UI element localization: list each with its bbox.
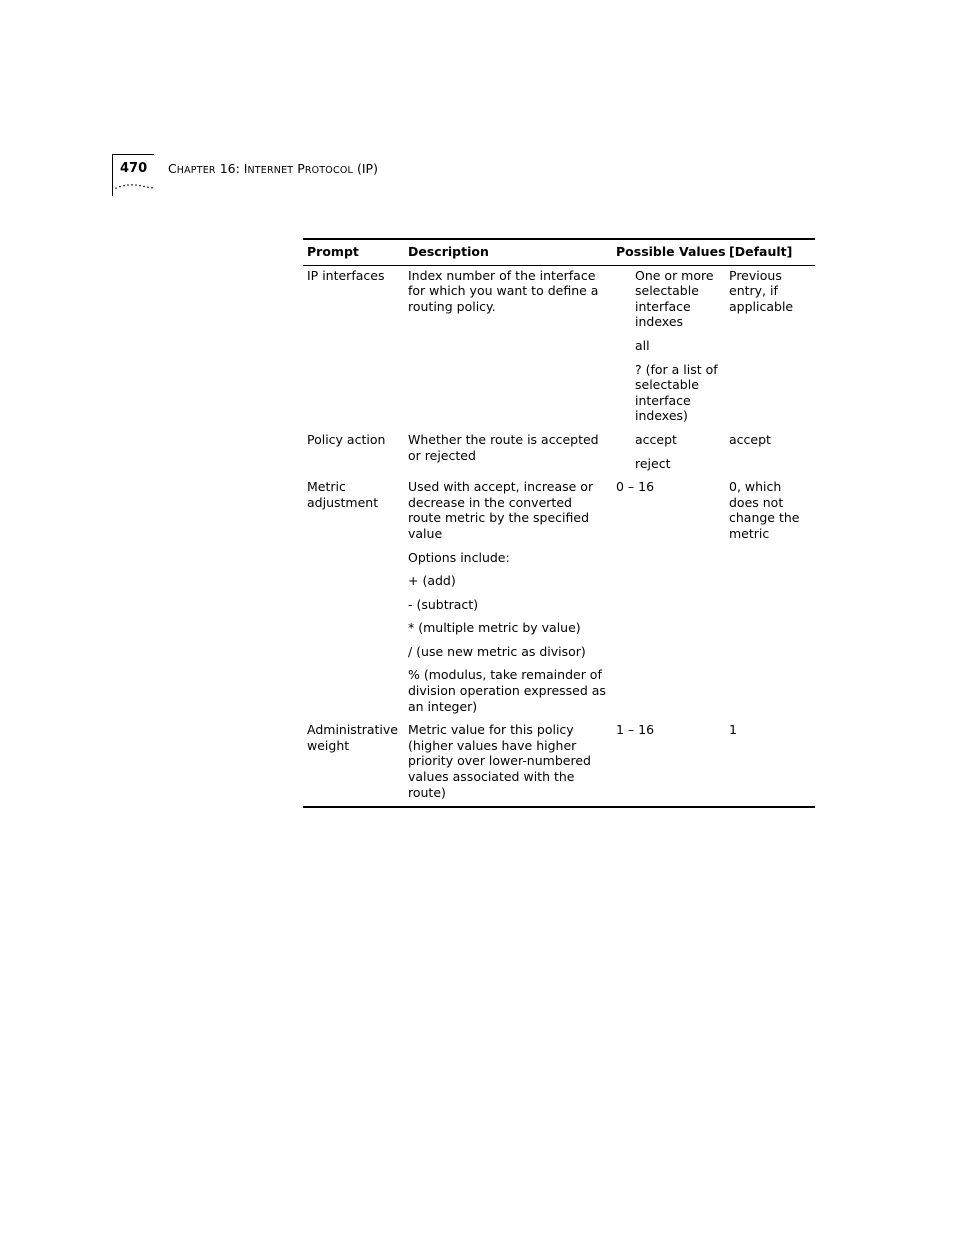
description-text: Metric value for this policy (higher values have higher priority over lower-numbered values associated with the route)	[408, 722, 591, 800]
description-option: + (add)	[408, 573, 456, 589]
table-header-row	[303, 239, 815, 265]
chapter-title-part: (IP)	[353, 161, 378, 176]
page-number: 470	[120, 161, 148, 176]
value-option: accept	[635, 431, 677, 447]
value-option: 1 – 16	[616, 722, 655, 738]
header-horizontal-rule	[112, 154, 154, 155]
description-option: / (use new metric as divisor)	[408, 643, 586, 659]
description-option: - (subtract)	[408, 596, 479, 612]
description-text: Used with accept, increase or decrease in the converted route metric by the specified value	[408, 479, 594, 541]
default-cell: 1	[725, 714, 815, 807]
value-option: 0 – 16	[616, 479, 655, 495]
chapter-title-part: NTERNET	[247, 165, 294, 176]
description-cell	[404, 265, 612, 424]
description-option: % (modulus, take remainder of division operation expressed as an integer)	[408, 667, 606, 714]
parameter-table-container	[303, 238, 815, 808]
prompt-cell: Policy action	[307, 431, 386, 447]
header-dotted-ornament	[114, 183, 156, 189]
values-cell	[612, 265, 725, 424]
column-header-default: [Default]	[725, 239, 815, 265]
table-row	[303, 471, 815, 714]
description-option: * (multiple metric by value)	[408, 620, 581, 636]
chapter-title-part: 16: I	[215, 161, 248, 176]
chapter-title-part: P	[293, 161, 305, 176]
default-cell: Previous entry, if applicable	[729, 267, 794, 314]
chapter-title-part: C	[168, 161, 177, 176]
prompt-cell: IP interfaces	[307, 267, 385, 283]
default-cell: 0, which does not change the metric	[729, 479, 800, 541]
column-header-possible-values: Possible Values	[612, 239, 725, 265]
description-text: Index number of the interface for which you want to define a routing policy.	[408, 267, 599, 314]
table-row	[303, 714, 815, 807]
header-vertical-rule	[112, 154, 113, 196]
column-header-prompt: Prompt	[303, 239, 404, 265]
default-cell: accept	[729, 431, 771, 447]
parameter-table	[303, 238, 815, 808]
description-text: Whether the route is accepted or rejected	[408, 431, 599, 463]
prompt-cell: Metric adjustment	[307, 479, 379, 510]
table-row	[303, 424, 815, 471]
prompt-cell: Administrative weight	[303, 714, 404, 807]
value-option: all	[635, 337, 650, 353]
description-cell	[404, 471, 612, 714]
chapter-title	[168, 161, 378, 179]
values-cell	[612, 424, 725, 471]
column-header-description: Description	[404, 239, 612, 265]
chapter-title-part: ROTOCOL	[304, 165, 353, 176]
description-text: Options include:	[408, 549, 510, 565]
value-option: ? (for a list of selectable interface indexes)	[635, 361, 718, 424]
table-row	[303, 265, 815, 424]
chapter-title-part: HAPTER	[176, 165, 216, 176]
description-cell	[404, 424, 612, 471]
value-option: One or more selectable interface indexes	[635, 267, 714, 330]
values-cell	[612, 714, 725, 807]
description-cell	[404, 714, 612, 807]
values-cell	[612, 471, 725, 714]
value-option: reject	[635, 455, 671, 471]
